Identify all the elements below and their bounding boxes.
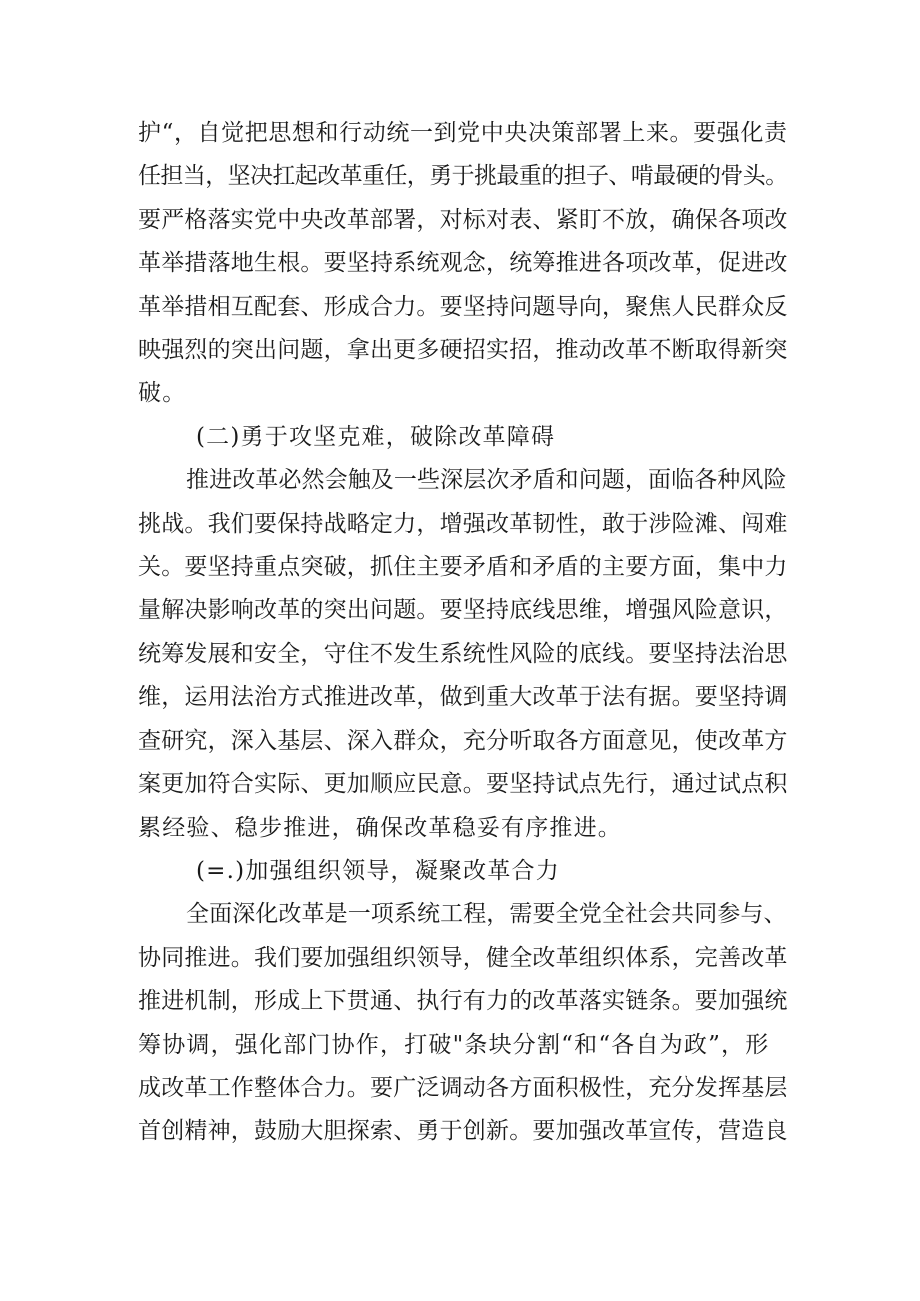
text-line: 挑战。我们要保持战略定力，增强改革韧性，敢于涉险滩、闯难 bbox=[138, 510, 788, 537]
paragraph-continued bbox=[138, 112, 788, 416]
text-line: 统筹发展和安全，守住不发生系统性风险的底线。要坚持法治思 bbox=[138, 640, 788, 667]
paragraph-section-3 bbox=[138, 893, 788, 1153]
text-line: 革举措相互配套、形成合力。要坚持问题导向，聚焦人民群众反 bbox=[138, 293, 788, 320]
text-line: 维，运用法治方式推进改革，做到重大改革于法有据。要坚持调 bbox=[138, 684, 788, 711]
text-line: 要严格落实党中央改革部署，对标对表、紧盯不放，确保各项改 bbox=[138, 206, 788, 233]
text-line: 查研究，深入基层、深入群众，充分听取各方面意见，使改革方 bbox=[138, 727, 788, 754]
section-heading-3: (=.)加强组织领导，凝聚改革合力 bbox=[196, 857, 560, 884]
text-line: 推进机制，形成上下贯通、执行有力的改革落实链条。要加强统 bbox=[138, 988, 788, 1015]
text-line: 量解决影响改革的突出问题。要坚持底线思维，增强风险意识， bbox=[138, 597, 788, 624]
section-heading-2: (二)勇于攻坚克难，破除改革障碍 bbox=[196, 423, 556, 450]
text-line: 革举措落地生根。要坚持系统观念，统筹推进各项改革，促进改 bbox=[138, 250, 788, 277]
text-line: 任担当，坚决扛起改革重任，勇于挑最重的担子、啃最硬的骨头。 bbox=[138, 163, 788, 190]
text-line: 筹协调，强化部门协作，打破"条块分割“和“各自为政”，形 bbox=[138, 1031, 770, 1058]
text-line: 全面深化改革是一项系统工程，需要全党全社会共同参与、 bbox=[186, 901, 787, 928]
text-line: 映强烈的突出问题，拿出更多硬招实招，推动改革不断取得新突 bbox=[138, 337, 788, 364]
text-line: 关。要坚持重点突破，抓住主要矛盾和矛盾的主要方面，集中力 bbox=[138, 554, 788, 581]
text-line: 首创精神，鼓励大胆探索、勇于创新。要加强改革宣传，营造良 bbox=[138, 1118, 788, 1145]
text-line: 护“，自觉把思想和行动统一到党中央决策部署上来。要强化责 bbox=[138, 120, 788, 146]
text-line: 协同推进。我们要加强组织领导，健全改革组织体系，完善改革 bbox=[138, 944, 788, 971]
text-line: 破。 bbox=[138, 380, 187, 407]
text-line: 累经验、稳步推进，确保改革稳妥有序推进。 bbox=[138, 814, 622, 841]
text-line: 推进改革必然会触及一些深层次矛盾和问题，面临各种风险 bbox=[186, 467, 787, 494]
paragraph-section-2 bbox=[138, 459, 788, 850]
document-body bbox=[138, 112, 788, 1154]
text-line: 案更加符合实际、更加顺应民意。要坚持试点先行，通过试点积 bbox=[138, 771, 788, 798]
text-line: 成改革工作整体合力。要广泛调动各方面积极性，充分发挥基层 bbox=[138, 1074, 788, 1101]
